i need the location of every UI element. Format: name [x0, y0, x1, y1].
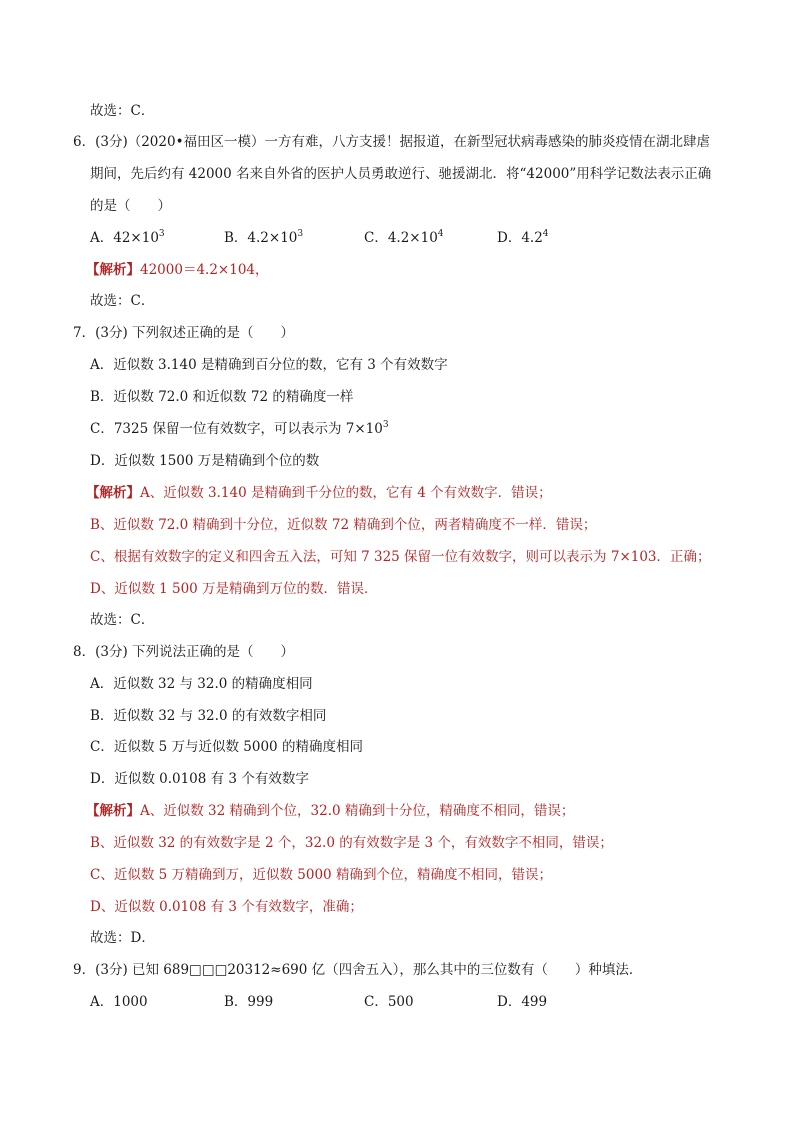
- q7-analysis-a: [86, 484, 552, 502]
- q8-analysis-b: B、近似数 32 的有效数字是 2 个，32.0 的有效数字是 3 个，有效数字不相同，错误；: [90, 835, 613, 851]
- q7-option-b: B．近似数 72.0 和近似数 72 的精确度一样: [90, 389, 354, 405]
- q6-option-d: [497, 229, 549, 247]
- answer-q7: 故选：C．: [90, 612, 155, 628]
- q8-option-a: A．近似数 32 与 32.0 的精确度相同: [90, 676, 313, 692]
- question-8-stem: 8．(3分) 下列说法正确的是（ ）: [73, 644, 295, 660]
- q7-option-c-exp: 3: [382, 420, 389, 430]
- q6-analysis-text: 42000＝4.2×104，: [140, 262, 269, 278]
- q9-option-c: C．500: [364, 994, 414, 1010]
- answer-q6: 故选：C．: [90, 293, 155, 309]
- q7-analysis-d: D、近似数 1 500 万是精确到万位的数．错误．: [90, 581, 378, 597]
- q6-option-b: [224, 229, 303, 247]
- q6-option-a-text: A．42×10: [90, 230, 159, 246]
- q7-analysis-a-text: A、近似数 3.140 是精确到千分位的数，它有 4 个有效数字．错误；: [140, 485, 552, 501]
- q8-analysis-a-text: A、近似数 32 精确到个位，32.0 精确到十分位，精确度不相同，错误；: [140, 803, 575, 819]
- q6-option-c-text: C．4.2×10: [364, 230, 438, 246]
- answer-q8: 故选：D．: [90, 930, 155, 946]
- q6-option-d-text: D．4.2: [497, 230, 543, 246]
- q7-analysis-b: B、近似数 72.0 精确到十分位，近似数 72 精确到个位，两者精确度不一样．错误；: [90, 517, 597, 533]
- analysis-tag: 【解析】: [86, 803, 140, 819]
- q6-option-c-exp: 4: [437, 229, 444, 239]
- analysis-tag: 【解析】: [86, 262, 140, 278]
- question-9-stem: 9．(3分) 已知 689□□□20312≈690 亿（四舍五入），那么其中的三位数有（ ）种填法．: [73, 962, 643, 978]
- analysis-tag: 【解析】: [86, 485, 140, 501]
- question-6-line-2: 期间，先后约有 42000 名来自外省的医护人员勇敢逆行、驰援湖北．将“42000”用科学记数法表示正确: [90, 166, 712, 182]
- question-6-line-3: 的是（ ）: [90, 198, 171, 214]
- q8-option-d: D．近似数 0.0108 有 3 个有效数字: [90, 771, 309, 787]
- q8-analysis-c: C、近似数 5 万精确到万，近似数 5000 精确到个位，精确度不相同，错误；: [90, 867, 552, 883]
- q7-option-d: D．近似数 1500 万是精确到个位的数: [90, 453, 320, 469]
- q7-option-c-text: C．7325 保留一位有效数字，可以表示为 7×10: [90, 421, 383, 437]
- q7-analysis-c: C、根据有效数字的定义和四舍五入法，可知 7 325 保留一位有效数字，则可以表示为 7×103．正确；: [90, 549, 711, 565]
- answer-q5: 故选：C．: [90, 103, 155, 119]
- q6-option-b-exp: 3: [297, 229, 304, 239]
- q6-option-b-text: B．4.2×10: [224, 230, 298, 246]
- question-7-stem: 7．(3分) 下列叙述正确的是（ ）: [73, 325, 295, 341]
- q8-analysis-d: D、近似数 0.0108 有 3 个有效数字，准确；: [90, 899, 363, 915]
- q6-analysis: [86, 261, 269, 279]
- q9-option-d: D．499: [497, 994, 548, 1010]
- q6-option-c: [364, 229, 444, 247]
- q8-analysis-a: [86, 802, 574, 820]
- q7-option-a: A．近似数 3.140 是精确到百分位的数，它有 3 个有效数字: [90, 357, 448, 373]
- q6-option-d-exp: 4: [542, 229, 549, 239]
- q6-option-a: [90, 229, 165, 247]
- question-6-line-1: 6．(3分)（2020•福田区一模）一方有难，八方支援！据报道，在新型冠状病毒感染的肺炎疫情在湖北肆虐: [73, 134, 711, 150]
- q8-option-c: C．近似数 5 万与近似数 5000 的精确度相同: [90, 739, 363, 755]
- q9-option-a: A．1000: [90, 994, 148, 1010]
- q6-option-a-exp: 3: [158, 229, 165, 239]
- q9-option-b: B．999: [224, 994, 274, 1010]
- q7-option-c: [90, 420, 389, 438]
- q8-option-b: B．近似数 32 与 32.0 的有效数字相同: [90, 708, 327, 724]
